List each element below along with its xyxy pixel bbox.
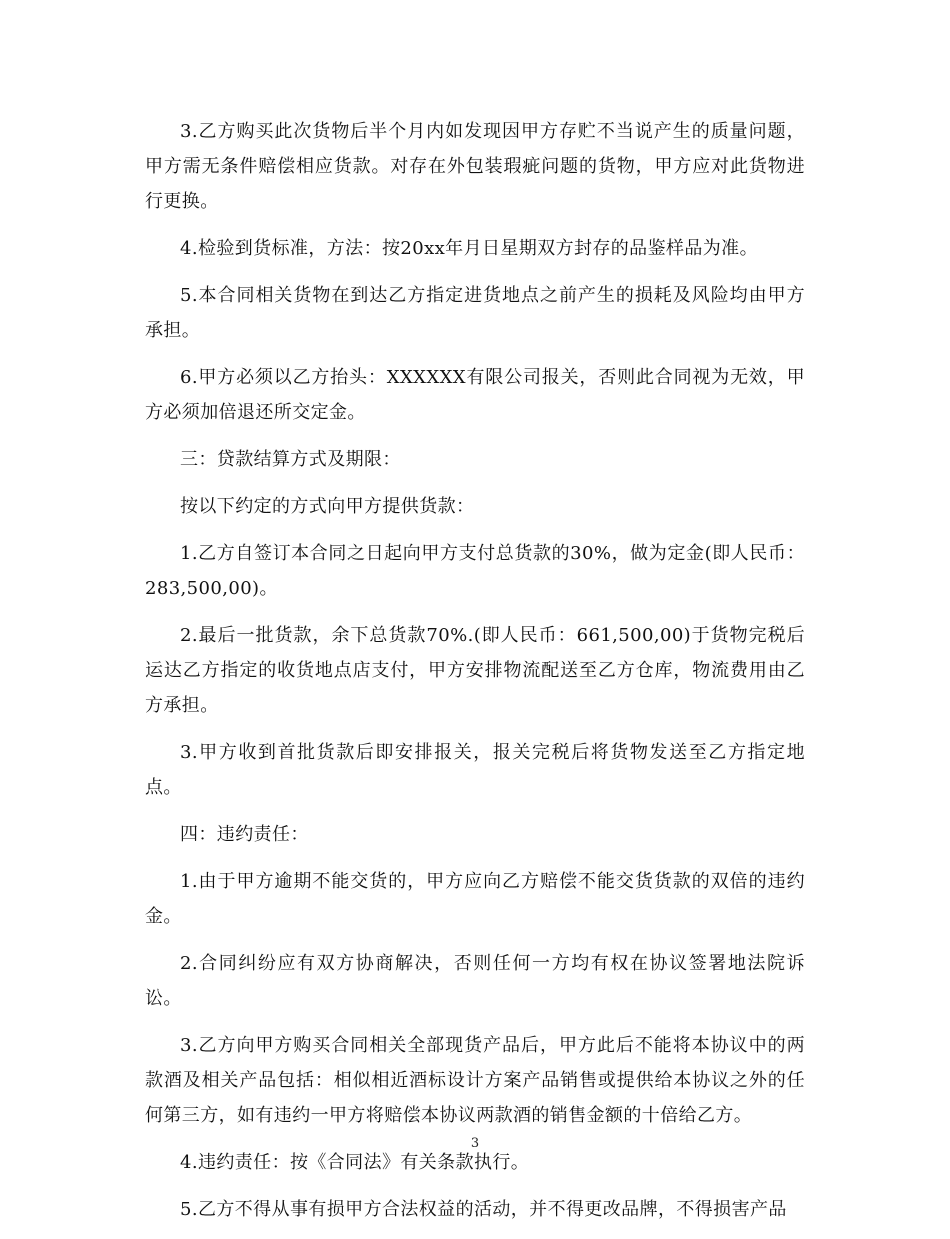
page-number: 3 (470, 1136, 480, 1151)
section-heading-payment: 三：贷款结算方式及期限： (180, 449, 401, 470)
clause-2-3: 3.乙方购买此次货物后半个月内如发现因甲方存贮不当说产生的质量问题，甲方需无条件赔偿相应货款。对存在外包装瑕疵问题的货物，甲方应对此货物进行更换。 (145, 121, 805, 212)
clause-3-2: 2.最后一批货款，余下总货款70%.(即人民币：661,500,00)于货物完税后运达乙方指定的收货地点店支付，甲方安排物流配送至乙方仓库，物流费用由乙方承担。 (145, 625, 805, 716)
clause-4-2: 2.合同纠纷应有双方协商解决，否则任何一方均有权在协议签署地法院诉讼。 (145, 953, 805, 1009)
section-heading-liability: 四：违约责任： (180, 824, 309, 845)
payment-intro: 按以下约定的方式向甲方提供货款： (180, 496, 475, 517)
clause-2-6: 6.甲方必须以乙方抬头：XXXXXX有限公司报关，否则此合同视为无效，甲方必须加倍退还所交定金。 (145, 367, 805, 423)
clause-4-5: 5.乙方不得从事有损甲方合法权益的活动，并不得更改品牌，不得损害产品 (180, 1199, 787, 1220)
clause-3-1: 1.乙方自签订本合同之日起向甲方支付总货款的30%，做为定金(即人民币：283,500,00)。 (145, 543, 805, 599)
clause-2-5: 5.本合同相关货物在到达乙方指定进货地点之前产生的损耗及风险均由甲方承担。 (145, 285, 805, 341)
clause-4-1: 1.由于甲方逾期不能交货的，甲方应向乙方赔偿不能交货货款的双倍的违约金。 (145, 871, 805, 927)
clause-4-4: 4.违约责任：按《合同法》有关条款执行。 (180, 1152, 530, 1173)
clause-4-3: 3.乙方向甲方购买合同相关全部现货产品后，甲方此后不能将本协议中的两款酒及相关产品包括：相似相近酒标设计方案产品销售或提供给本协议之外的任何第三方，如有违约一甲方将赔偿本协议两款酒的销售金额的十倍给乙方。 (145, 1035, 805, 1126)
document-body (145, 114, 805, 1239)
clause-2-4: 4.检验到货标准，方法：按20xx年月日星期双方封存的品鉴样品为准。 (180, 238, 758, 259)
clause-3-3: 3.甲方收到首批货款后即安排报关，报关完税后将货物发送至乙方指定地点。 (145, 742, 805, 798)
